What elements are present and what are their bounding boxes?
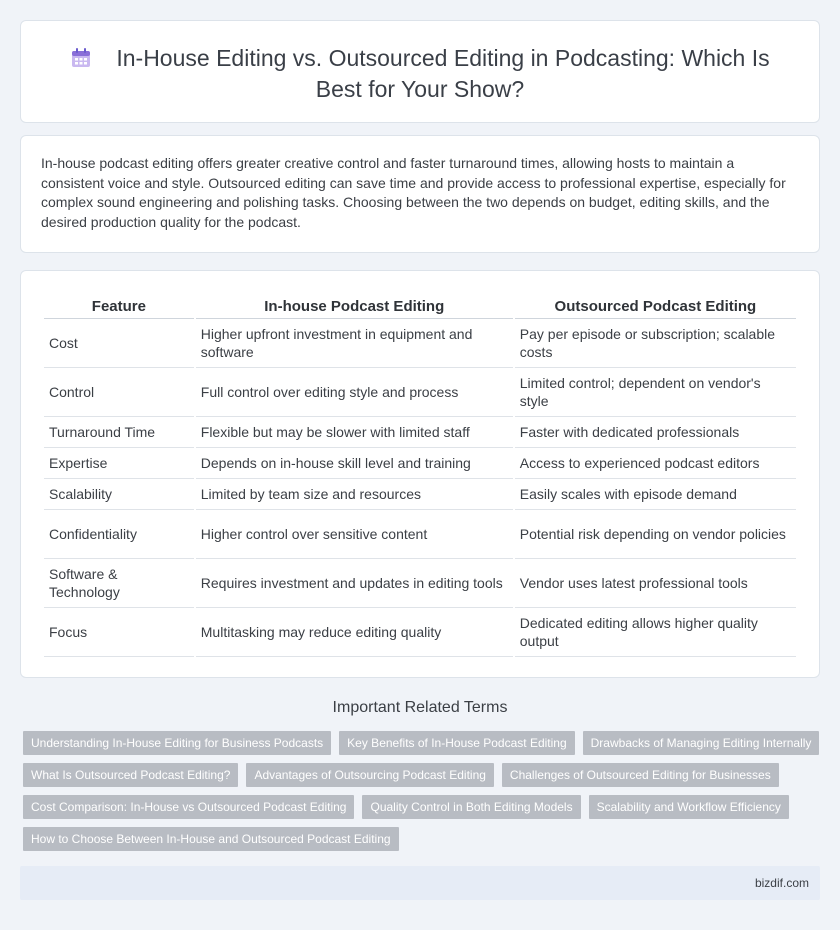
related-term-tag[interactable]: Understanding In-House Editing for Business Podcasts xyxy=(23,731,331,755)
page-title-wrap xyxy=(21,43,819,105)
related-term-tag[interactable]: Advantages of Outsourcing Podcast Editing xyxy=(246,763,493,787)
in-house-cell: Limited by team size and resources xyxy=(196,479,513,510)
in-house-cell: Full control over editing style and process xyxy=(196,368,513,417)
table-row xyxy=(44,608,796,657)
column-header-feature: Feature xyxy=(44,295,194,319)
related-terms-heading: Important Related Terms xyxy=(332,699,508,716)
title-card xyxy=(20,20,820,123)
feature-cell: Turnaround Time xyxy=(44,417,194,448)
in-house-cell: Depends on in-house skill level and training xyxy=(196,448,513,479)
table-row xyxy=(44,559,796,608)
related-term-tag[interactable]: How to Choose Between In-House and Outsourced Podcast Editing xyxy=(23,827,399,851)
table-row xyxy=(44,368,796,417)
feature-cell: Focus xyxy=(44,608,194,657)
in-house-cell: Flexible but may be slower with limited staff xyxy=(196,417,513,448)
table-row xyxy=(44,319,796,368)
related-term-tag[interactable]: Quality Control in Both Editing Models xyxy=(362,795,580,819)
column-header-outsourced: Outsourced Podcast Editing xyxy=(515,295,796,319)
comparison-table xyxy=(42,295,798,657)
related-term-tag[interactable]: What Is Outsourced Podcast Editing? xyxy=(23,763,238,787)
column-header-in-house: In-house Podcast Editing xyxy=(196,295,513,319)
table-row xyxy=(44,510,796,559)
outsourced-cell: Pay per episode or subscription; scalable costs xyxy=(515,319,796,368)
summary-card xyxy=(20,135,820,253)
related-term-tag[interactable]: Scalability and Workflow Efficiency xyxy=(589,795,789,819)
summary-text: In-house podcast editing offers greater creative control and faster turnaround times, allowing hosts to maintain a consistent voice and style. Outsourced editing can save time and provide access to professional expertise, especially for complex sound engineering and polishing tasks. Choosing between the two depends on budget, editing skills, and the desired production quality for the podcast. xyxy=(41,155,786,230)
outsourced-cell: Faster with dedicated professionals xyxy=(515,417,796,448)
feature-cell: Cost xyxy=(44,319,194,368)
outsourced-cell: Vendor uses latest professional tools xyxy=(515,559,796,608)
feature-cell: Software & Technology xyxy=(44,559,194,608)
tag-row xyxy=(23,827,823,851)
related-term-tag[interactable]: Key Benefits of In-House Podcast Editing xyxy=(339,731,574,755)
table-row xyxy=(44,448,796,479)
footer-site-link[interactable]: bizdif.com xyxy=(754,876,809,890)
related-term-tag[interactable]: Challenges of Outsourced Editing for Businesses xyxy=(502,763,779,787)
feature-cell: Scalability xyxy=(44,479,194,510)
related-terms-list xyxy=(23,731,823,859)
tag-row xyxy=(23,731,823,755)
footer xyxy=(20,866,820,900)
tag-row xyxy=(23,763,823,787)
outsourced-cell: Potential risk depending on vendor policies xyxy=(515,510,796,559)
feature-cell: Control xyxy=(44,368,194,417)
feature-cell: Expertise xyxy=(44,448,194,479)
tag-row xyxy=(23,795,823,819)
calendar-icon xyxy=(70,46,92,68)
outsourced-cell: Limited control; dependent on vendor's style xyxy=(515,368,796,417)
table-row xyxy=(44,417,796,448)
outsourced-cell: Easily scales with episode demand xyxy=(515,479,796,510)
in-house-cell: Requires investment and updates in editing tools xyxy=(196,559,513,608)
in-house-cell: Higher control over sensitive content xyxy=(196,510,513,559)
page-title: In-House Editing vs. Outsourced Editing in Podcasting: Which Is Best for Your Show? xyxy=(116,45,770,102)
in-house-cell: Multitasking may reduce editing quality xyxy=(196,608,513,657)
outsourced-cell: Access to experienced podcast editors xyxy=(515,448,796,479)
feature-cell: Confidentiality xyxy=(44,510,194,559)
related-term-tag[interactable]: Cost Comparison: In-House vs Outsourced Podcast Editing xyxy=(23,795,354,819)
comparison-card xyxy=(20,270,820,678)
table-header-row xyxy=(44,295,796,319)
table-row xyxy=(44,479,796,510)
related-term-tag[interactable]: Drawbacks of Managing Editing Internally xyxy=(583,731,820,755)
in-house-cell: Higher upfront investment in equipment and software xyxy=(196,319,513,368)
outsourced-cell: Dedicated editing allows higher quality output xyxy=(515,608,796,657)
